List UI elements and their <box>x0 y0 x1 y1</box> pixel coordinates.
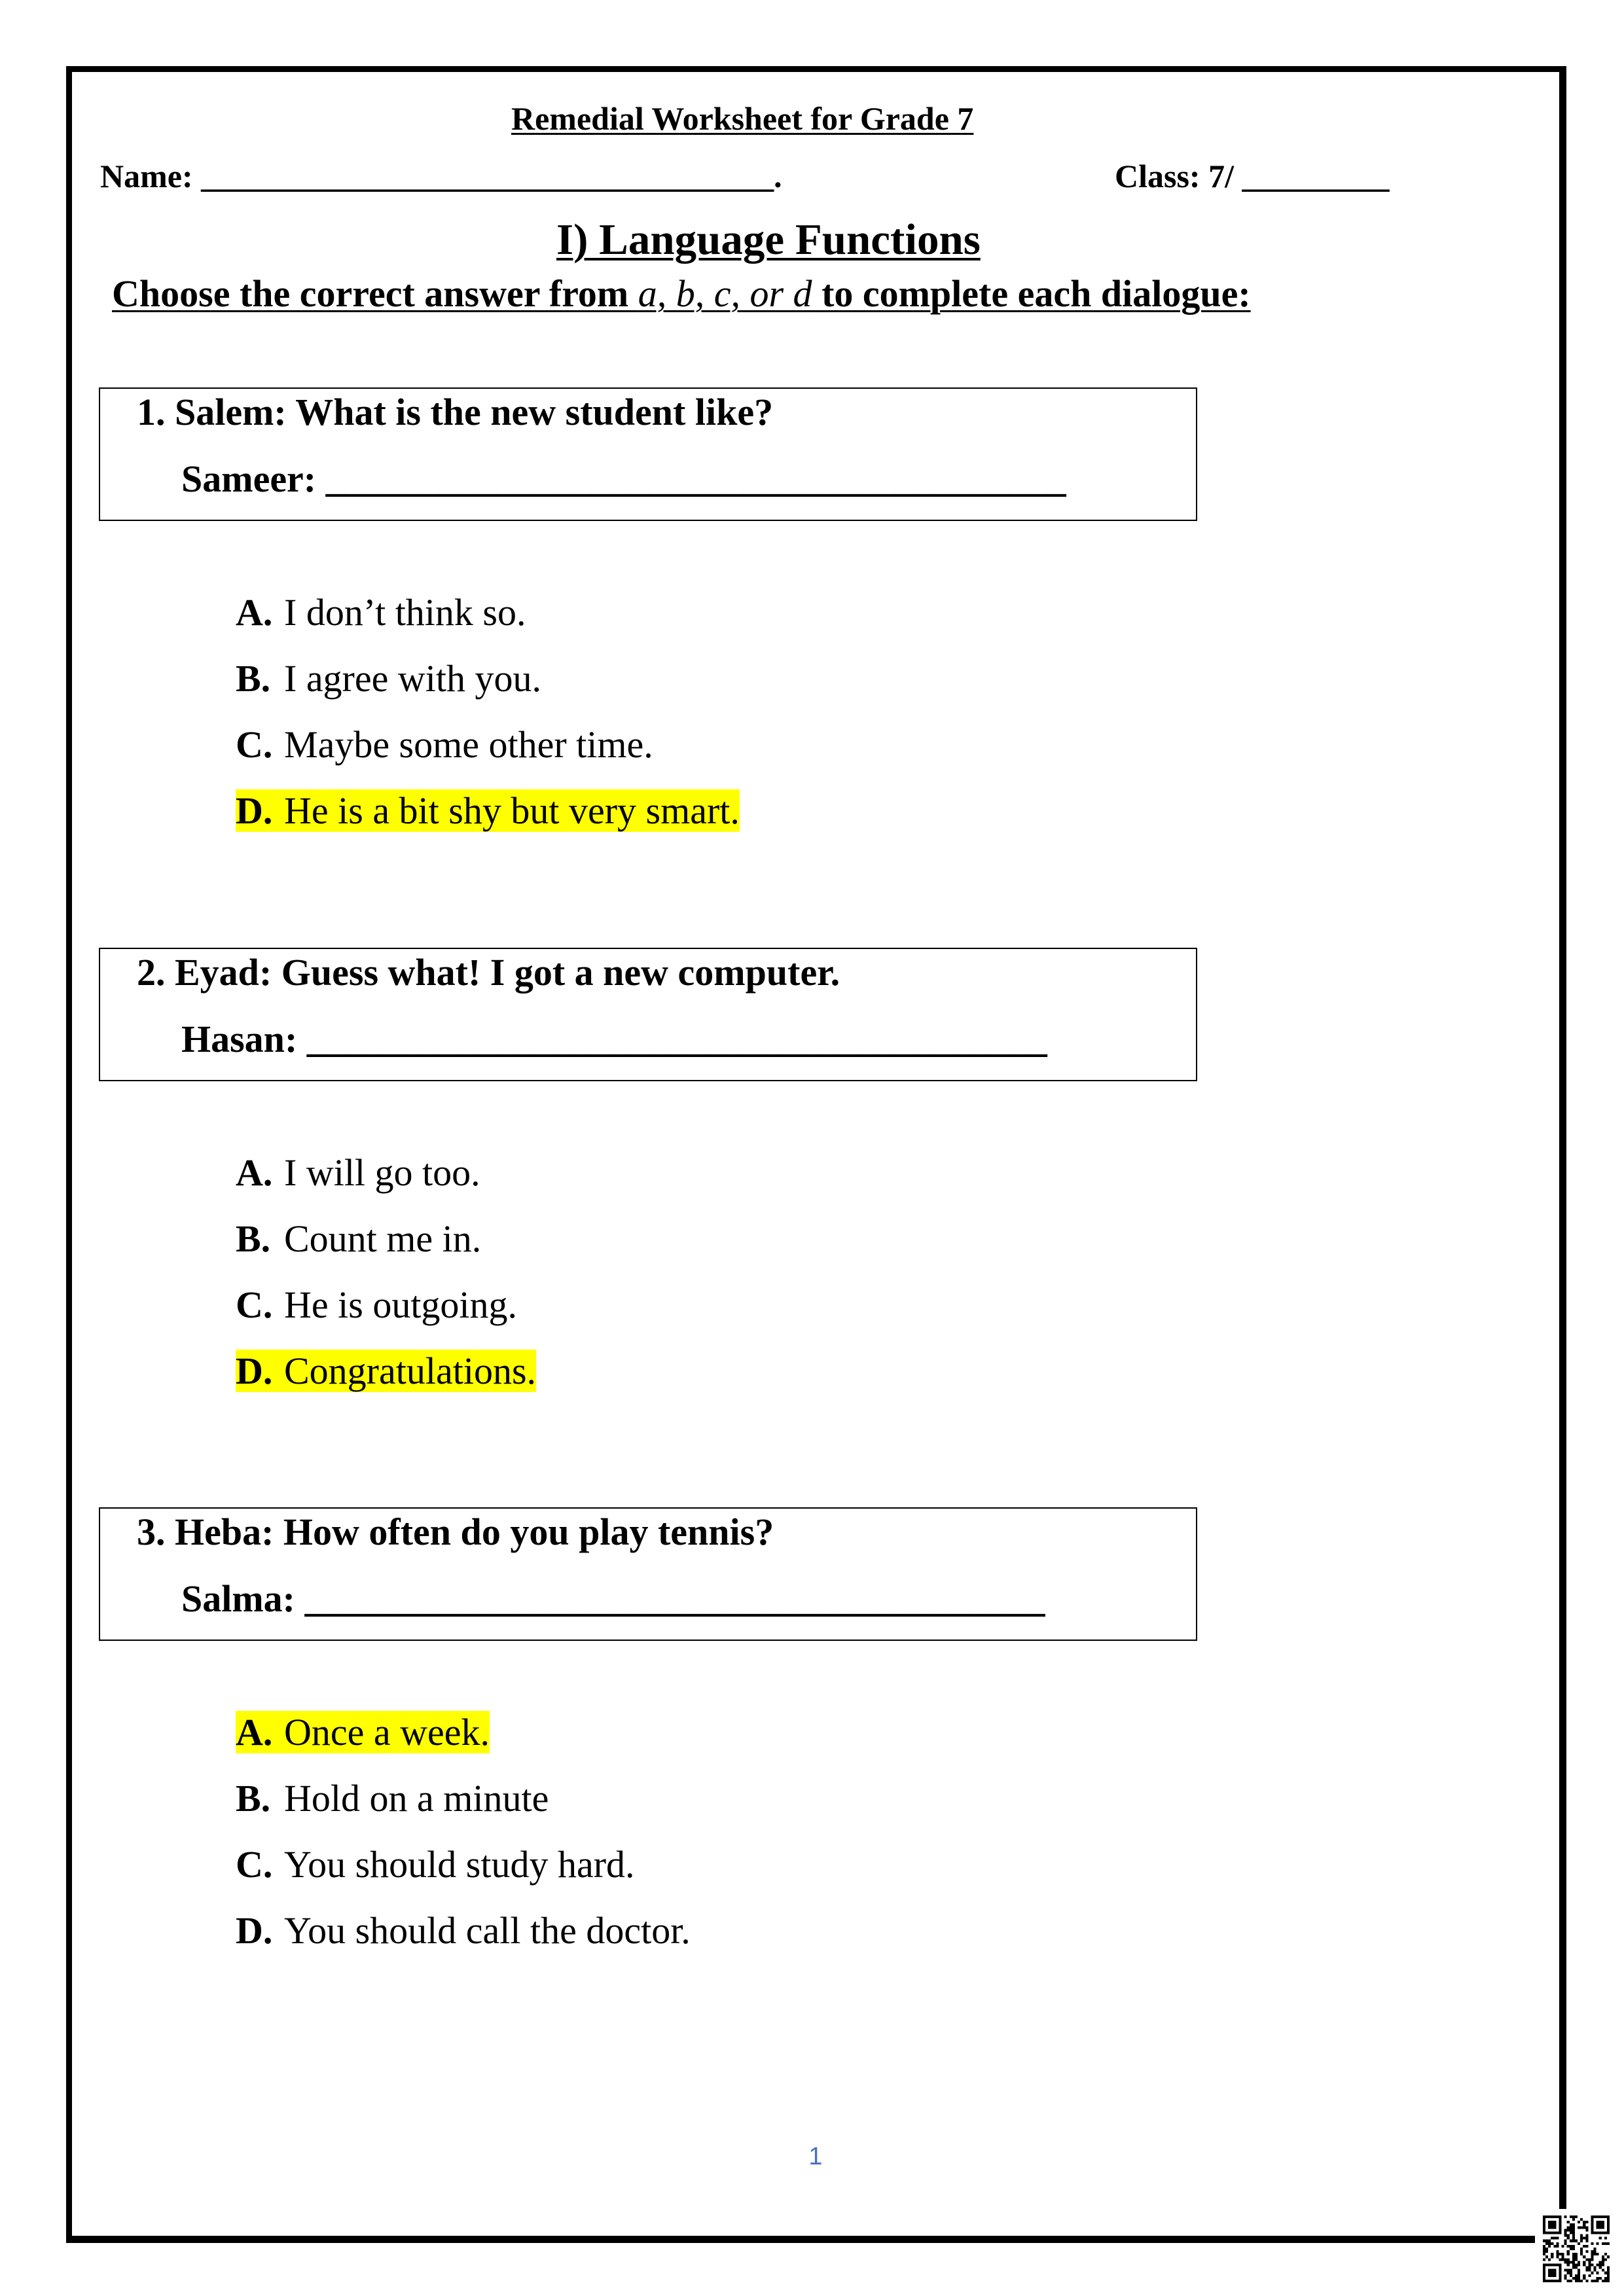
option-letter: B. <box>236 1777 271 1820</box>
qr-code-graphic <box>1543 2215 1610 2282</box>
option-text-run <box>236 1843 635 1886</box>
option-text: Congratulations. <box>284 1350 537 1392</box>
option-text: He is a bit shy but very smart. <box>284 789 740 832</box>
option-text-run <box>236 789 740 832</box>
instructions <box>112 272 1251 316</box>
option-text-run <box>236 591 526 634</box>
option-letter: D. <box>236 789 273 832</box>
option-text-run <box>236 1909 691 1952</box>
option-letter: D. <box>236 1909 273 1952</box>
option-text-run <box>236 657 541 700</box>
option-text-run <box>236 1151 480 1194</box>
answer-option-d <box>236 1338 1197 1404</box>
answer-option-c <box>236 1272 1197 1338</box>
option-text-run <box>236 1711 490 1753</box>
option-text: I agree with you. <box>284 657 541 700</box>
qr-code <box>1535 2209 1616 2290</box>
worksheet-title: Remedial Worksheet for Grade 7 <box>511 100 974 137</box>
page-number: 1 <box>808 2143 823 2170</box>
answer-option-c <box>236 711 1197 778</box>
option-letter: D. <box>236 1350 273 1392</box>
answer-option-d <box>236 778 1197 844</box>
option-text: You should call the doctor. <box>284 1909 691 1952</box>
option-letter: C. <box>236 723 273 766</box>
option-letter: C. <box>236 1843 273 1886</box>
answer-option-b <box>236 1206 1197 1272</box>
option-text-run <box>236 723 653 766</box>
instruction-text-end: to complete each dialogue: <box>812 272 1251 315</box>
class-line: Class: 7/ _________ <box>1115 158 1390 194</box>
option-text: Hold on a minute <box>284 1777 549 1820</box>
question-2 <box>99 948 1197 1404</box>
option-letter: B. <box>236 1217 271 1260</box>
option-text: Maybe some other time. <box>284 723 653 766</box>
answer-option-a <box>236 579 1197 645</box>
student-name-line: Name: ___________________________________. <box>100 158 782 194</box>
option-text-run <box>236 1217 481 1260</box>
answer-option-a <box>236 1699 1197 1765</box>
question-3 <box>99 1507 1197 1964</box>
option-letter: A. <box>236 591 273 634</box>
option-text-run <box>236 1283 517 1326</box>
option-text: Count me in. <box>284 1217 482 1260</box>
dialogue-prompt: 1. Salem: What is the new student like? <box>137 391 774 433</box>
answer-options <box>236 579 1197 844</box>
option-text: Once a week. <box>284 1711 490 1753</box>
option-text: He is outgoing. <box>284 1283 518 1326</box>
option-letter: C. <box>236 1283 273 1326</box>
option-text-run <box>236 1777 549 1820</box>
answer-option-d <box>236 1897 1197 1964</box>
answer-option-b <box>236 645 1197 711</box>
option-text: You should study hard. <box>284 1843 635 1886</box>
answer-options <box>236 1139 1197 1404</box>
option-text-run <box>236 1350 536 1392</box>
option-text: I will go too. <box>284 1151 480 1194</box>
dialogue-prompt: 2. Eyad: Guess what! I got a new computer. <box>137 951 840 994</box>
answer-line: Sameer: _______________________________________ <box>181 457 1066 500</box>
dialogue-prompt: 3. Heba: How often do you play tennis? <box>137 1511 774 1553</box>
option-letter: B. <box>236 657 271 700</box>
option-letter: A. <box>236 1711 273 1753</box>
answer-options <box>236 1699 1197 1964</box>
section-heading: I) Language Functions <box>556 215 981 264</box>
option-text: I don’t think so. <box>284 591 526 634</box>
answer-option-b <box>236 1765 1197 1831</box>
answer-line: Salma: _______________________________________ <box>181 1577 1045 1620</box>
answer-line: Hasan: _______________________________________ <box>181 1018 1047 1060</box>
answer-option-c <box>236 1831 1197 1897</box>
instruction-choices: a, b, c, or d <box>638 272 812 315</box>
qr-code-modules <box>1543 2215 1610 2282</box>
dialogue-box <box>99 948 1197 1081</box>
dialogue-box <box>99 387 1197 521</box>
question-1 <box>99 387 1197 844</box>
dialogue-box <box>99 1507 1197 1641</box>
answer-option-a <box>236 1139 1197 1206</box>
instruction-text-start: Choose the correct answer from <box>112 272 638 315</box>
option-letter: A. <box>236 1151 273 1194</box>
